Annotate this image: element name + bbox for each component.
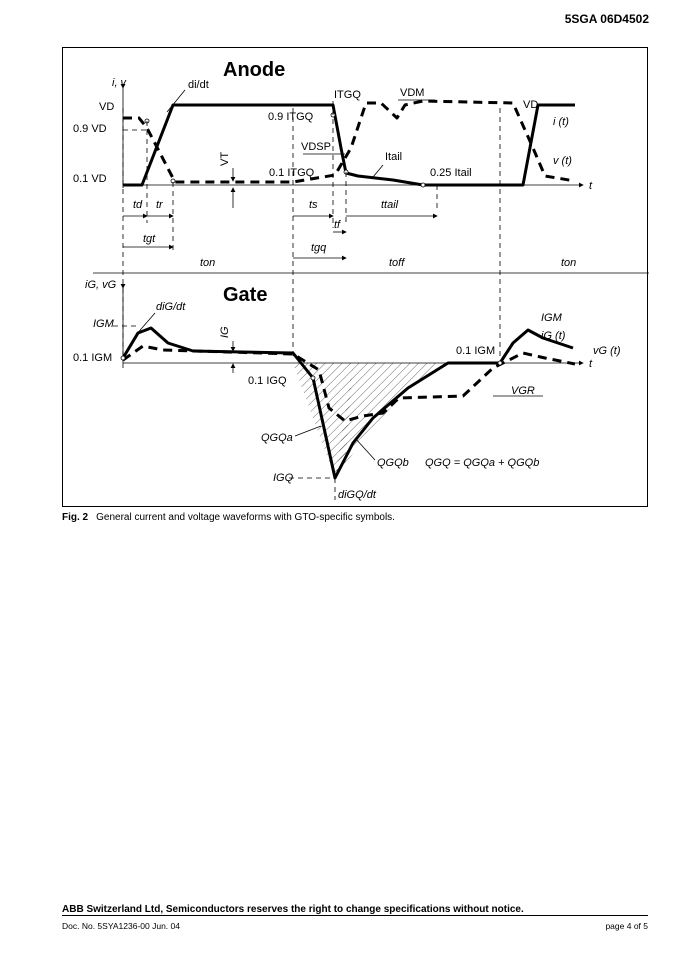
label-ton-left: ton: [200, 257, 216, 269]
leader-itail: [373, 165, 383, 177]
label-tgq: tgq: [311, 242, 327, 254]
label-01-vd: 0.1 VD: [73, 173, 107, 185]
label-01-igq: 0.1 IGQ: [248, 375, 287, 387]
label-digq-dt: diGQ/dt: [338, 489, 376, 501]
label-ig-t: iG (t): [541, 330, 566, 342]
label-di-dt: di/dt: [188, 79, 209, 91]
label-vgr: VGR: [511, 385, 535, 397]
figure-caption: [62, 512, 395, 523]
leader-dig-dt: [135, 313, 155, 336]
label-ig: IG: [219, 326, 231, 338]
footer-page-number: page 4 of 5: [605, 921, 648, 931]
caption-label: Fig. 2: [62, 512, 89, 523]
label-vd-right: VD: [523, 99, 539, 111]
footer-doc-number: Doc. No. 5SYA1236-00 Jun. 04: [62, 921, 180, 931]
label-025-itail: 0.25 Itail: [430, 167, 472, 179]
label-td: td: [133, 199, 143, 211]
anode-title: Anode: [223, 59, 286, 81]
gate-axis-label: iG, vG: [85, 279, 117, 291]
label-vg-t: vG (t): [593, 345, 621, 357]
anode-time-symbol: t: [589, 180, 593, 192]
label-igq: IGQ: [273, 472, 294, 484]
label-dig-dt: diG/dt: [156, 301, 186, 313]
anode-axis-label: i, v: [112, 77, 127, 89]
label-ton-right: ton: [561, 257, 577, 269]
label-01-igm-left: 0.1 IGM: [73, 352, 113, 364]
label-ttail: ttail: [381, 199, 399, 211]
label-tr: tr: [156, 199, 163, 211]
label-itail: Itail: [385, 151, 403, 163]
anode-current-curve: [123, 105, 575, 185]
label-vdm: VDM: [400, 87, 425, 99]
label-igm-right: IGM: [541, 312, 562, 324]
label-v-t: v (t): [553, 155, 572, 167]
label-toff: toff: [389, 257, 405, 269]
label-tf: tf: [334, 219, 341, 231]
marker-01-igq: [311, 376, 315, 380]
label-vd-left: VD: [99, 101, 115, 113]
label-qgqb: QGQb: [377, 457, 409, 469]
label-ts: ts: [309, 199, 318, 211]
label-09-itgq: 0.9 ITGQ: [268, 111, 314, 123]
gate-time-symbol: t: [589, 358, 593, 370]
leader-qgqa: [295, 426, 321, 436]
label-qgq-equation: QGQ = QGQa + QGQb: [425, 457, 540, 469]
label-vt: VT: [219, 151, 231, 166]
document-id: 5SGA 06D4502: [564, 12, 649, 26]
label-i-t: i (t): [553, 116, 569, 128]
label-vdsp: VDSP: [301, 141, 331, 153]
label-itgq: ITGQ: [334, 89, 361, 101]
caption-text: General current and voltage waveforms with GTO-specific symbols.: [96, 512, 395, 523]
marker-01-igm-right: [498, 361, 502, 365]
label-09-vd: 0.9 VD: [73, 123, 107, 135]
waveform-diagram: [63, 48, 649, 508]
footer-divider: [62, 915, 648, 916]
leader-di-dt: [167, 90, 185, 112]
label-01-igm-right: 0.1 IGM: [456, 345, 496, 357]
marker-01-igm-left: [121, 356, 125, 360]
label-qgqa: QGQa: [261, 432, 293, 444]
anode-voltage-curve: [123, 101, 575, 182]
label-01-itgq: 0.1 ITGQ: [269, 167, 315, 179]
label-igm: IGM: [93, 318, 114, 330]
waveform-figure: [62, 47, 648, 507]
leader-qgqb: [355, 438, 375, 460]
gate-title: Gate: [223, 284, 268, 306]
label-tgt: tgt: [143, 233, 156, 245]
footer-notice: ABB Switzerland Ltd, Semiconductors reserves the right to change specifications without notice.: [62, 904, 524, 915]
marker-025-itail: [421, 183, 425, 187]
